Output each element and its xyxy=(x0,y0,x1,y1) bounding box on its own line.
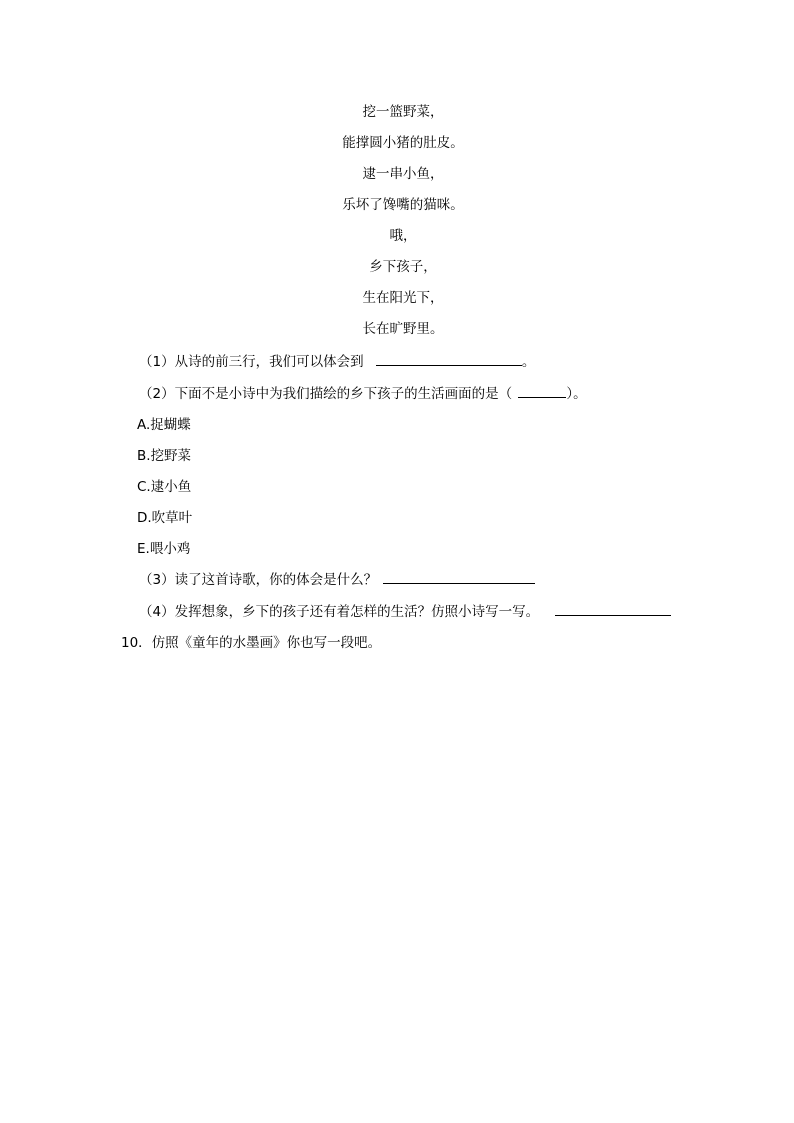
question-2-end: ）。 xyxy=(566,386,587,402)
question-3 xyxy=(139,569,535,591)
poem-line: 逮一串小鱼， xyxy=(362,166,444,182)
option-b: B.挖野菜 xyxy=(137,448,192,464)
question-4-text: （4）发挥想象，乡下的孩子还有着怎样的生活？仿照小诗写一写。 xyxy=(139,604,540,620)
question-2-answer-blank[interactable] xyxy=(518,383,566,398)
question-1 xyxy=(139,351,535,373)
question-4 xyxy=(139,601,671,623)
poem xyxy=(0,101,794,349)
poem-line: 乐坏了馋嘴的猫咪。 xyxy=(342,197,464,213)
poem-line: 长在旷野里。 xyxy=(362,321,444,337)
question-1-text: （1）从诗的前三行，我们可以体会到 xyxy=(139,354,364,370)
question-10-text: 10．仿照《童年的水墨画》你也写一段吧。 xyxy=(121,635,382,651)
question-4-answer-blank[interactable] xyxy=(555,601,671,616)
question-10 xyxy=(121,632,381,654)
poem-line: 能撑圆小猪的肚皮。 xyxy=(342,135,464,151)
question-2 xyxy=(139,383,587,405)
option-a: A.捉蝴蝶 xyxy=(137,417,191,433)
question-3-answer-blank[interactable] xyxy=(383,569,535,584)
poem-line: 哦， xyxy=(389,228,417,244)
question-1-answer-blank[interactable] xyxy=(376,351,522,366)
option-e: E.喂小鸡 xyxy=(137,541,191,557)
question-2-text: （2）下面不是小诗中为我们描绘的乡下孩子的生活画面的是（ xyxy=(139,386,513,402)
poem-line: 生在阳光下， xyxy=(362,290,444,306)
question-1-end: 。 xyxy=(521,354,536,370)
poem-line: 乡下孩子， xyxy=(369,259,437,275)
option-d: D.吹草叶 xyxy=(137,510,193,526)
option-c: C.逮小鱼 xyxy=(137,479,192,495)
poem-line: 挖一篮野菜， xyxy=(362,104,444,120)
question-3-text: （3）读了这首诗歌，你的体会是什么？ xyxy=(139,572,378,588)
